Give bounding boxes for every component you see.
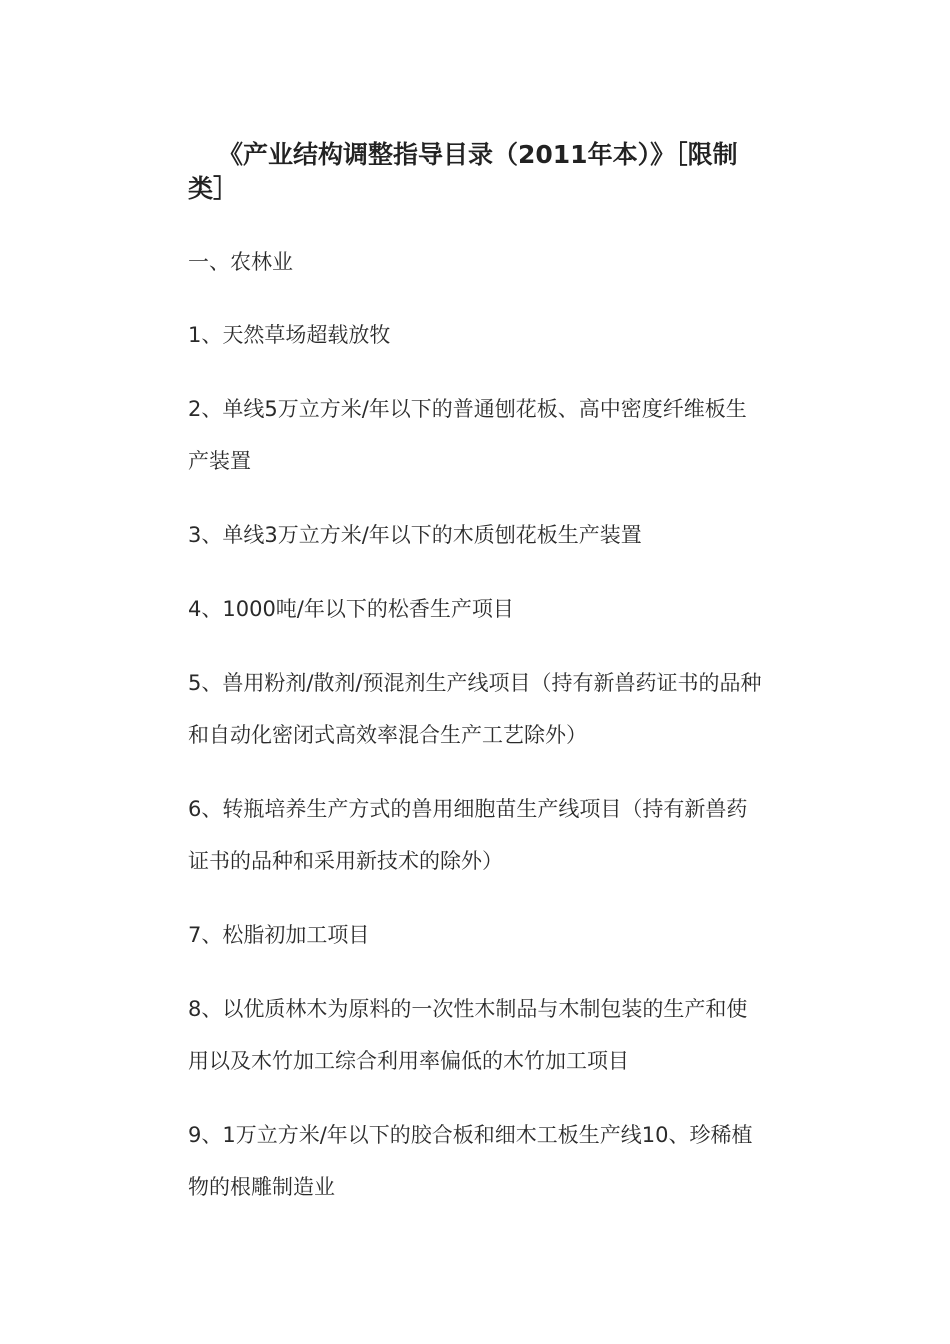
list-item: 1、天然草场超载放牧 (188, 323, 391, 347)
list-item: 3、单线3万立方米/年以下的木质刨花板生产装置 (188, 523, 642, 547)
list-item: 8、以优质林木为原料的一次性木制品与木制包装的生产和使用以及木竹加工综合利用率偏低的木竹加工项目 (188, 997, 748, 1073)
document-title: 《产业结构调整指导目录（2011年本）》［限制类］ (188, 140, 738, 203)
list-item: 4、1000吨/年以下的松香生产项目 (188, 597, 514, 621)
list-item: 2、单线5万立方米/年以下的普通刨花板、高中密度纤维板生产装置 (188, 397, 747, 473)
list-item: 7、松脂初加工项目 (188, 923, 370, 947)
list-item: 9、1万立方米/年以下的胶合板和细木工板生产线10、珍稀植物的根雕制造业 (188, 1123, 753, 1199)
document-body (188, 138, 764, 1213)
section-heading: 一、农林业 (188, 250, 293, 274)
list-item: 6、转瓶培养生产方式的兽用细胞苗生产线项目（持有新兽药证书的品种和采用新技术的除外） (188, 797, 748, 873)
list-item: 5、兽用粉剂/散剂/预混剂生产线项目（持有新兽药证书的品种和自动化密闭式高效率混合生产工艺除外） (188, 671, 762, 747)
